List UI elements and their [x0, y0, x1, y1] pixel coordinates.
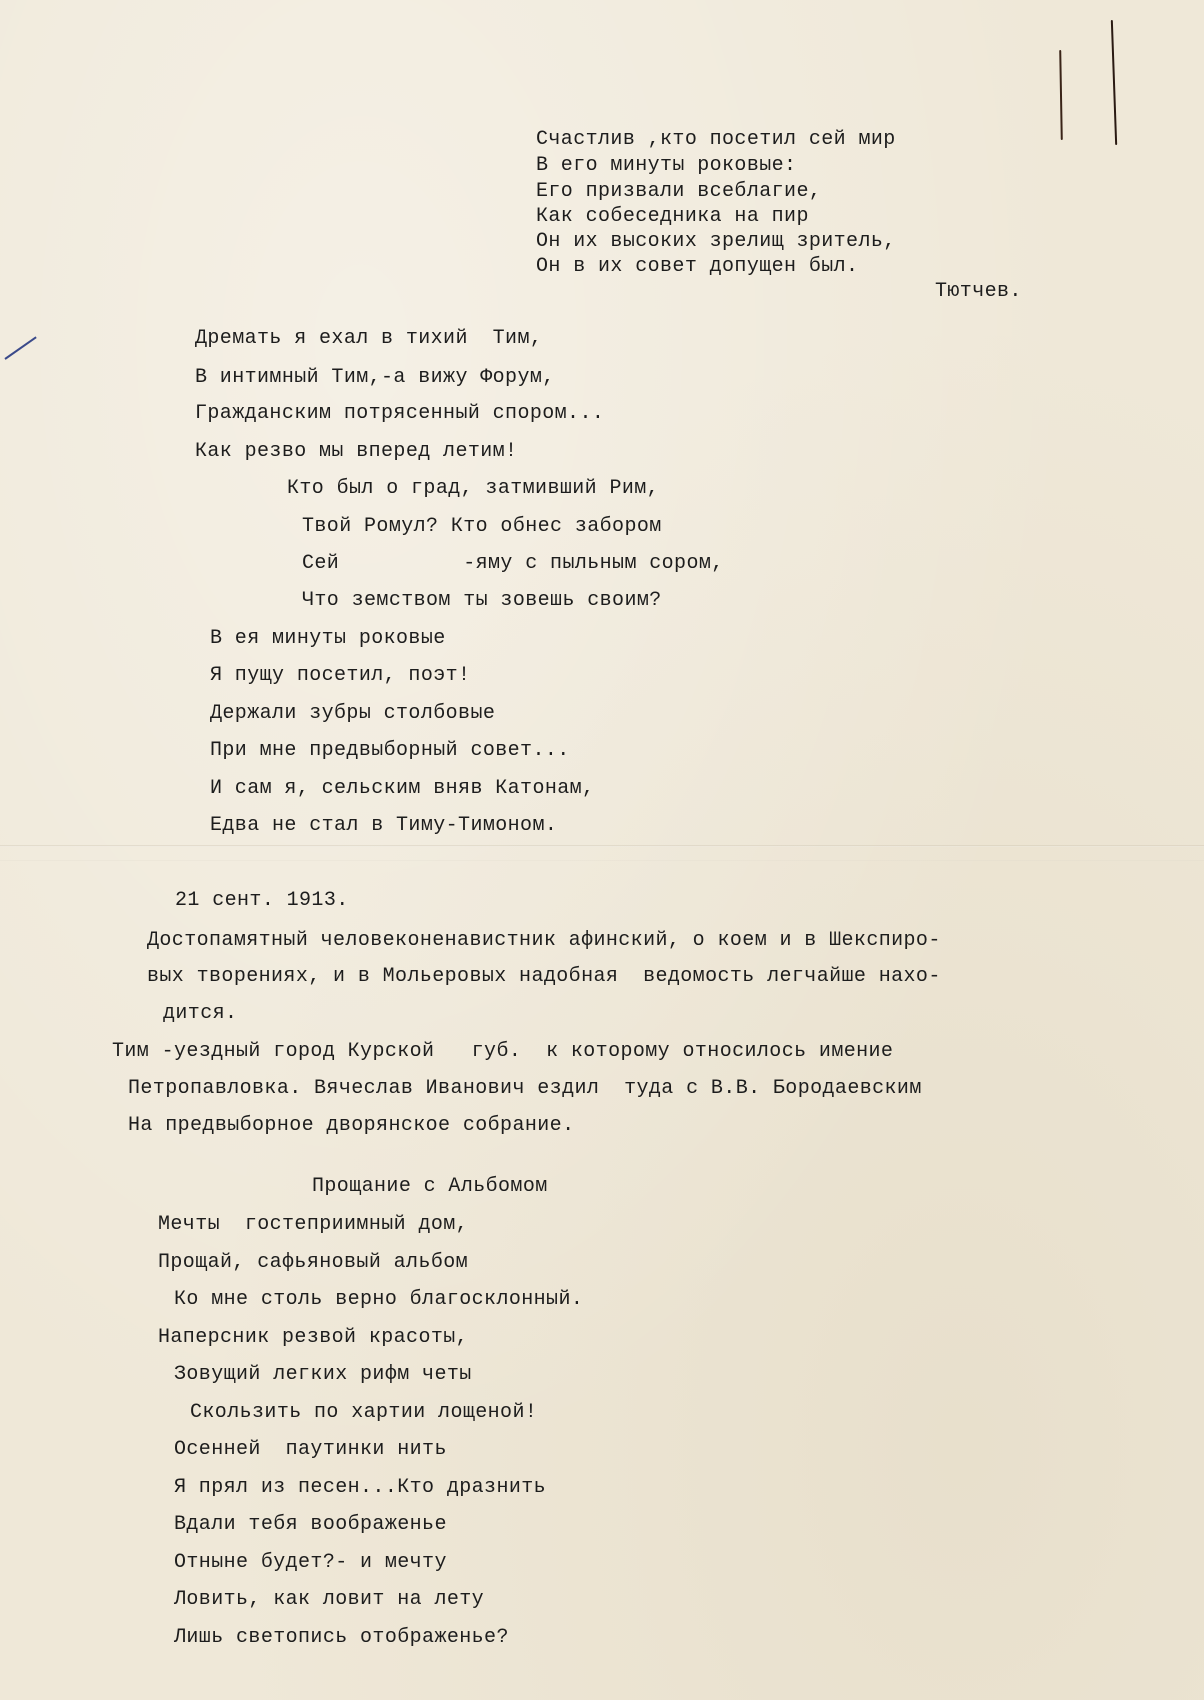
note-line: На предвыборное дворянское собрание.: [128, 1114, 575, 1137]
note-date: 21 сент. 1913.: [175, 889, 349, 912]
poem-line: Осенней паутинки нить: [174, 1438, 447, 1461]
epigraph-line: В его минуты роковые:: [536, 154, 797, 177]
note-line: дится.: [163, 1002, 238, 1025]
poem-line: Скользить по хартии лощеной!: [190, 1401, 538, 1424]
poem-line: Твой Ромул? Кто обнес забором: [302, 515, 662, 538]
ink-mark: [1059, 50, 1063, 140]
epigraph-line: Его призвали всеблагие,: [536, 180, 822, 203]
note-line: Достопамятный человеконенавистник афинский, о коем и в Шекспиро-: [147, 929, 941, 952]
poem-line: Что земством ты зовешь своим?: [302, 589, 662, 612]
poem-line: Едва не стал в Тиму-Тимоном.: [210, 814, 558, 837]
poem-line: Гражданским потрясенный спором...: [195, 402, 605, 425]
poem-line: Отныне будет?- и мечту: [174, 1551, 447, 1574]
note-line: Тим -уездный город Курской губ. к которому относилось имение: [112, 1040, 894, 1063]
epigraph-author: Тютчев.: [935, 280, 1022, 303]
poem-line: Сей -яму с пыльным сором,: [302, 552, 724, 575]
pen-stroke-mark: [4, 336, 36, 359]
epigraph-line: Он их высоких зрелищ зритель,: [536, 230, 896, 253]
poem-line: Ловить, как ловит на лету: [174, 1588, 485, 1611]
poem-line: Мечты гостеприимный дом,: [158, 1213, 469, 1236]
poem-line: Ко мне столь верно благосклонный.: [174, 1288, 584, 1311]
poem-line: При мне предвыборный совет...: [210, 739, 570, 762]
poem-line: Кто был о град, затмивший Рим,: [287, 477, 660, 500]
ink-mark: [1111, 20, 1117, 145]
paper-fold-line: [0, 860, 1204, 861]
poem-line: Я прял из песен...Кто дразнить: [174, 1476, 547, 1499]
epigraph-line: Как собеседника на пир: [536, 205, 809, 228]
poem-line: Наперсник резвой красоты,: [158, 1326, 469, 1349]
poem-line: Держали зубры столбовые: [210, 702, 496, 725]
note-line: Петропавловка. Вячеслав Иванович ездил туда с В.В. Бородаевским: [128, 1077, 922, 1100]
poem-line: И сам я, сельским вняв Катонам,: [210, 777, 595, 800]
note-line: вых творениях, и в Мольеровых надобная ведомость легчайше нахо-: [147, 965, 941, 988]
poem-line: Дремать я ехал в тихий Тим,: [195, 327, 543, 350]
poem-line: Лишь светопись отображенье?: [174, 1626, 509, 1649]
poem-title: Прощание с Альбомом: [312, 1175, 548, 1198]
epigraph-line: Он в их совет допущен был.: [536, 255, 859, 278]
poem-line: В интимный Тим,-а вижу Форум,: [195, 366, 555, 389]
epigraph-line: Счастлив ,кто посетил сей мир: [536, 128, 896, 151]
poem-line: Вдали тебя воображенье: [174, 1513, 447, 1536]
poem-line: Зовущий легких рифм четы: [174, 1363, 472, 1386]
poem-line: Я пущу посетил, поэт!: [210, 664, 471, 687]
poem-line: Как резво мы вперед летим!: [195, 440, 518, 463]
poem-line: Прощай, сафьяновый альбом: [158, 1251, 469, 1274]
paper-fold-line: [0, 845, 1204, 847]
poem-line: В ея минуты роковые: [210, 627, 446, 650]
